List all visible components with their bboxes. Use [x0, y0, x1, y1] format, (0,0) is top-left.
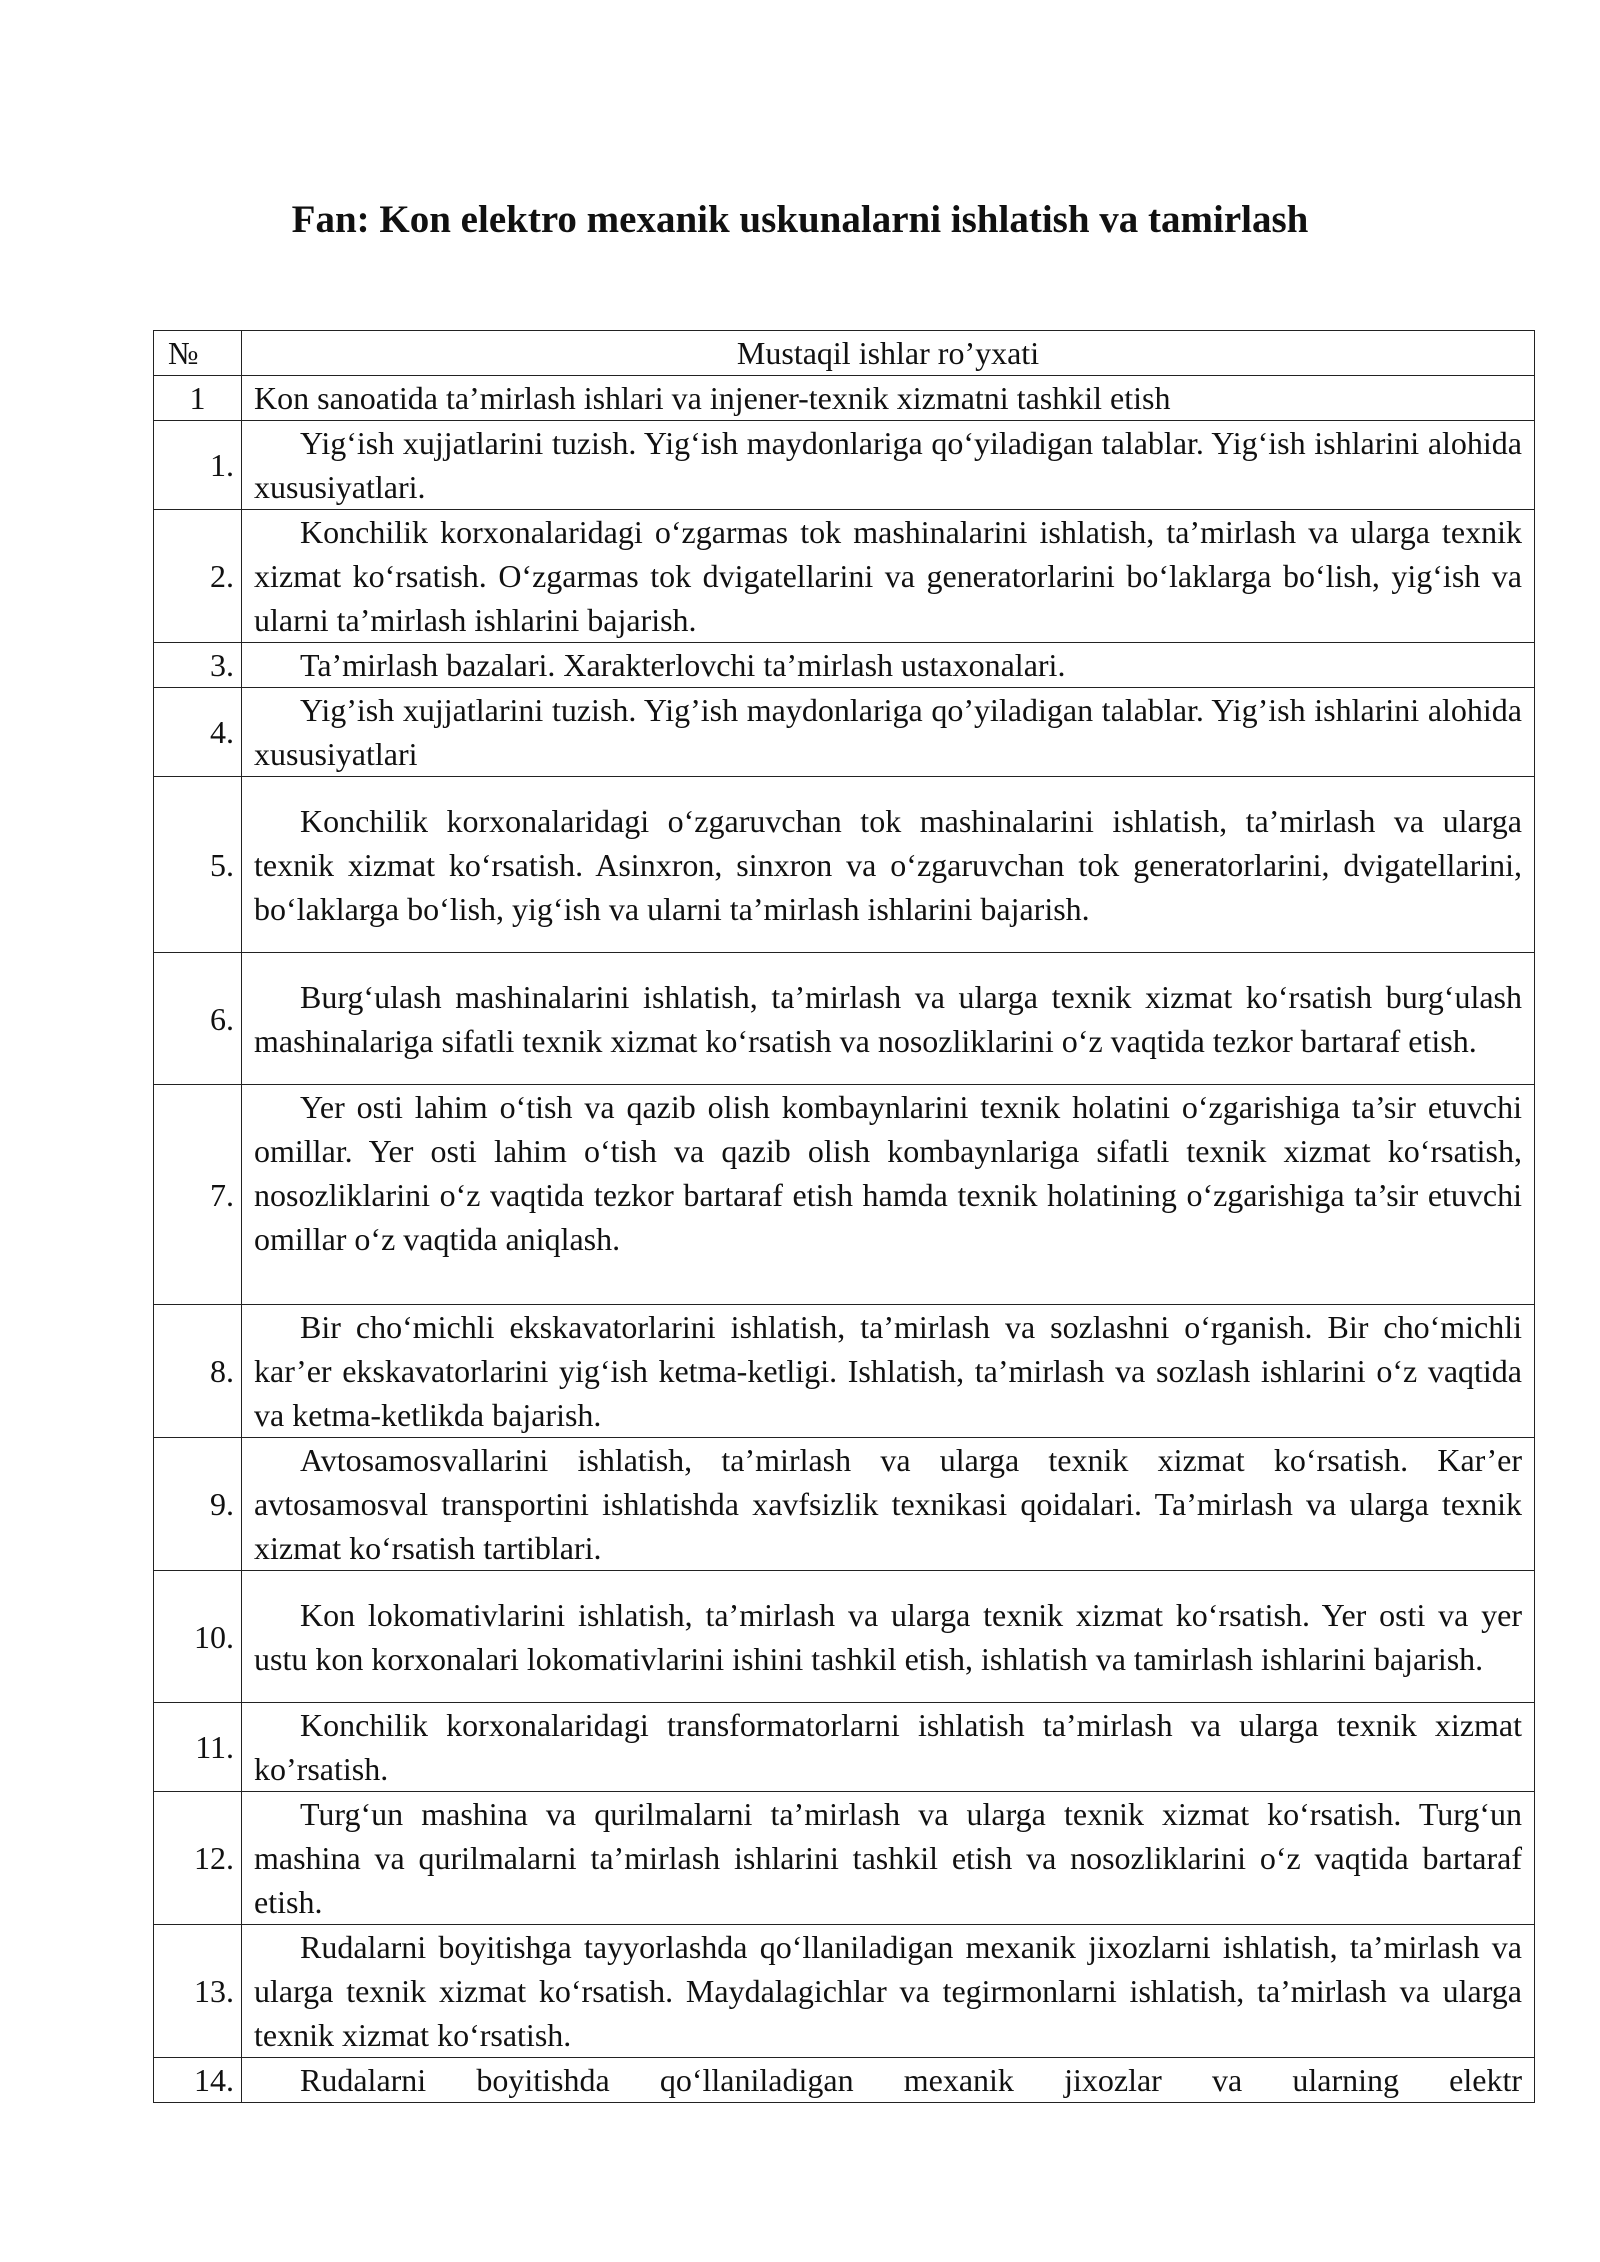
row-number: 10. [154, 1571, 242, 1703]
table-row [154, 688, 1535, 777]
row-number: 13. [154, 1925, 242, 2058]
row-number: 3. [154, 643, 242, 688]
section-row [154, 376, 1535, 421]
row-text-content: Avtosamosvallarini ishlatish, ta’mirlash va ularga texnik xizmat ko‘rsatish. Kar’er avtosamosval transportini ishlatishda xavfsizlik texnikasi qoidalari. Ta’mirlash va ularga texnik xizmat ko‘rsatish tartiblari. [254, 1442, 1522, 1566]
row-text-content: Kon lokomativlarini ishlatish, ta’mirlash va ularga texnik xizmat ko‘rsatish. Yer osti va yer ustu kon korxonalari lokomativlarini ishini tashkil etish, ishlatish va tamirlash ishlarini bajarish. [254, 1596, 1522, 1677]
table-row [154, 2058, 1535, 2103]
row-text [242, 953, 1535, 1085]
row-text-content: Konchilik korxonalaridagi o‘zgarmas tok mashinalarini ishlatish, ta’mirlash va ularga texnik xizmat ko‘rsatish. O‘zgarmas tok dvigatellarini va generatorlarini bo‘laklarga bo‘lish, yig‘ish va ularni ta’mirlash ishlarini bajarish. [254, 514, 1522, 638]
table-header-row [154, 331, 1535, 376]
row-text-content: Bir cho‘michli ekskavatorlarini ishlatish, ta’mirlash va sozlashni o‘rganish. Bir cho‘michli kar’er ekskavatorlarini yig‘ish ketma-ketligi. Ishlatish, ta’mirlash va sozlash ishlarini o‘z vaqtida va ketma-ketlikda bajarish. [254, 1309, 1522, 1433]
table-row [154, 643, 1535, 688]
row-number: 9. [154, 1438, 242, 1571]
row-text-content: Konchilik korxonalaridagi transformatorlarni ishlatish ta’mirlash va ularga texnik xizmat ko’rsatish. [254, 1707, 1522, 1787]
section-number: 1 [154, 376, 242, 421]
row-text [242, 421, 1535, 510]
table-row [154, 1925, 1535, 2058]
row-text-content: Turg‘un mashina va qurilmalarni ta’mirlash va ularga texnik xizmat ko‘rsatish. Turg‘un mashina va qurilmalarni ta’mirlash ishlarini tashkil etish va nosozliklarini o‘z vaqtida bartaraf etish. [254, 1796, 1522, 1920]
row-text [242, 2058, 1535, 2103]
row-text [242, 688, 1535, 777]
row-text-content: Ta’mirlash bazalari. Xarakterlovchi ta’mirlash ustaxonalari. [300, 647, 1066, 683]
row-text-content: Rudalarni boyitishda qo‘llaniladigan mexanik jixozlar va ularning elektr [300, 2062, 1522, 2098]
column-header-number: № [154, 331, 242, 376]
row-number: 6. [154, 953, 242, 1085]
table-row [154, 421, 1535, 510]
row-number: 5. [154, 777, 242, 953]
row-text [242, 1925, 1535, 2058]
table-row [154, 1703, 1535, 1792]
section-title: Kon sanoatida ta’mirlash ishlari va injener-texnik xizmatni tashkil etish [242, 376, 1535, 421]
row-text [242, 1438, 1535, 1571]
column-header-title: Mustaqil ishlar ro’yxati [242, 331, 1535, 376]
row-number: 4. [154, 688, 242, 777]
row-text [242, 1305, 1535, 1438]
row-text [242, 1703, 1535, 1792]
row-text [242, 510, 1535, 643]
independent-work-table [153, 330, 1535, 2103]
row-text [242, 1085, 1535, 1305]
page-title: Fan: Kon elektro mexanik uskunalarni ishlatish va tamirlash [291, 198, 1309, 241]
row-number: 7. [154, 1085, 242, 1305]
row-number: 2. [154, 510, 242, 643]
row-text-content: Yig‘ish xujjatlarini tuzish. Yig‘ish maydonlariga qo‘yiladigan talablar. Yig‘ish ishlarini alohida xususiyatlari. [254, 425, 1522, 505]
row-text-content: Konchilik korxonalaridagi o‘zgaruvchan tok mashinalarini ishlatish, ta’mirlash va ularga texnik xizmat ko‘rsatish. Asinxron, sinxron va o‘zgaruvchan tok generatorlarini, dvigatellarini, bo‘laklarga bo‘lish, yig‘ish va ularni ta’mirlash ishlarini bajarish. [254, 802, 1522, 927]
table-row [154, 777, 1535, 953]
table-row [154, 1792, 1535, 1925]
row-text [242, 777, 1535, 953]
row-text-content: Yig’ish xujjatlarini tuzish. Yig’ish maydonlariga qo’yiladigan talablar. Yig’ish ishlarini alohida xususiyatlari [254, 692, 1522, 772]
row-text [242, 1792, 1535, 1925]
row-text [242, 643, 1535, 688]
row-text-content: Yer osti lahim o‘tish va qazib olish kombaynlarini texnik holatini o‘zgarishiga ta’sir etuvchi omillar. Yer osti lahim o‘tish va qazib olish kombaynlariga sifatli texnik xizmat ko‘rsatish, nosozliklarini o‘z vaqtida tezkor bartaraf etish hamda texnik holatining o‘zgarishiga ta’sir etuvchi omillar o‘z vaqtida aniqlash. [254, 1089, 1522, 1257]
row-number: 1. [154, 421, 242, 510]
row-number: 14. [154, 2058, 242, 2103]
row-text-content: Rudalarni boyitishga tayyorlashda qo‘llaniladigan mexanik jixozlarni ishlatish, ta’mirlash va ularga texnik xizmat ko‘rsatish. Maydalagichlar va tegirmonlarni ishlatish, ta’mirlash va ularga texnik xizmat ko‘rsatish. [254, 1929, 1522, 2053]
table-row [154, 510, 1535, 643]
row-text [242, 1571, 1535, 1703]
table-row [154, 953, 1535, 1085]
row-number: 11. [154, 1703, 242, 1792]
row-number: 12. [154, 1792, 242, 1925]
row-number: 8. [154, 1305, 242, 1438]
row-text-content: Burg‘ulash mashinalarini ishlatish, ta’mirlash va ularga texnik xizmat ko‘rsatish burg‘ulash mashinalariga sifatli texnik xizmat ko‘rsatish va nosozliklarini o‘z vaqtida tezkor bartaraf etish. [254, 978, 1522, 1059]
table-row [154, 1085, 1535, 1305]
table-row [154, 1571, 1535, 1703]
table-row [154, 1305, 1535, 1438]
table-row [154, 1438, 1535, 1571]
